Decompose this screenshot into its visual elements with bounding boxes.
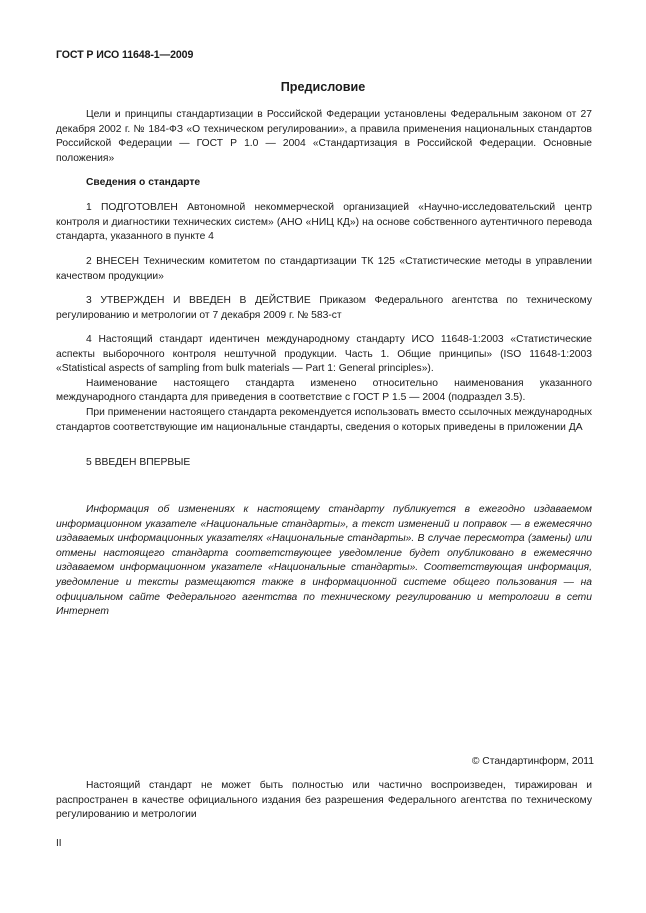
item-4-paragraph-a: 4 Настоящий стандарт идентичен международному стандарту ИСО 11648-1:2003 «Статистические аспекты выборочного контроля нештучной продукции. Часть 1. Общие принципы» (ISO 11648-1:2003 «Statistical aspects of sampling from bulk materials — Part 1: General principles»).: [56, 334, 592, 375]
info-heading-text: Сведения о стандарте: [86, 177, 201, 188]
item-4-paragraph-c: При применении настоящего стандарта рекомендуется использовать вместо ссылочных международных стандартов соответствующие им национальные стандарты, сведения о которых приведены в приложении ДА: [56, 406, 592, 433]
item-3: [56, 294, 592, 323]
item-5: [56, 456, 592, 471]
reproduction-notice: [56, 779, 592, 823]
item-1: [56, 201, 592, 245]
copyright-notice: © Стандартинформ, 2011: [471, 756, 594, 767]
item-1-text: 1 ПОДГОТОВЛЕН Автономной некоммерческой организацией «Научно-исследовательский центр контроля и диагностики технических систем» (АНО «НИЦ КД») на основе собственного аутентичного перевода стандарта, указанного в пункте 4: [56, 202, 592, 243]
reproduction-text: Настоящий стандарт не может быть полностью или частично воспроизведен, тиражирован и распространен в качестве официального издания без разрешения Федерального агентства по техническому регулированию и метрологии: [56, 780, 592, 821]
page-title: Предисловие: [280, 80, 366, 94]
info-section-heading: [56, 176, 592, 191]
standard-code-header: ГОСТ Р ИСО 11648-1—2009: [56, 49, 194, 61]
intro-paragraph: Цели и принципы стандартизации в Российской Федерации установлены Федеральным законом от 27 декабря 2002 г. № 184-ФЗ «О техническом регулировании», а правила применения национальных стандартов Российской Федерации — ГОСТ Р 1.0 — 2004 «Стандартизация в Российской Федерации. Основные положения»: [56, 109, 592, 164]
intro-section: [56, 108, 592, 166]
item-4-paragraph-b: Наименование настоящего стандарта изменено относительно наименования указанного международного стандарта для приведения в соответствие с ГОСТ Р 1.5 — 2004 (подраздел 3.5).: [56, 377, 592, 404]
item-2: [56, 255, 592, 284]
item-4: [56, 333, 592, 435]
notice-text: Информация об изменениях к настоящему стандарту публикуется в ежегодно издаваемом информационном указателе «Национальные стандарты», а текст изменений и поправок — в ежемесячно издаваемых информационных указателях «Национальные стандарты». В случае пересмотра (замены) или отмены настоящего стандарта соответствующее уведомление будет опубликовано в ежемесячно издаваемом информационном указателе «Национальные стандарты». Соответствующая информация, уведомление и тексты размещаются также в информационной системе общего пользования — на официальном сайте Федерального агентства по техническому регулированию и метрологии в сети Интернет: [56, 504, 592, 618]
item-5-text: 5 ВВЕДЕН ВПЕРВЫЕ: [86, 457, 191, 468]
notice-section: [56, 503, 592, 620]
page-number: II: [56, 838, 62, 849]
item-2-text: 2 ВНЕСЕН Техническим комитетом по стандартизации ТК 125 «Статистические методы в управлении качеством продукции»: [56, 256, 592, 282]
item-3-text: 3 УТВЕРЖДЕН И ВВЕДЕН В ДЕЙСТВИЕ Приказом Федерального агентства по техническому регулированию и метрологии от 7 декабря 2009 г. № 583-ст: [56, 295, 592, 321]
